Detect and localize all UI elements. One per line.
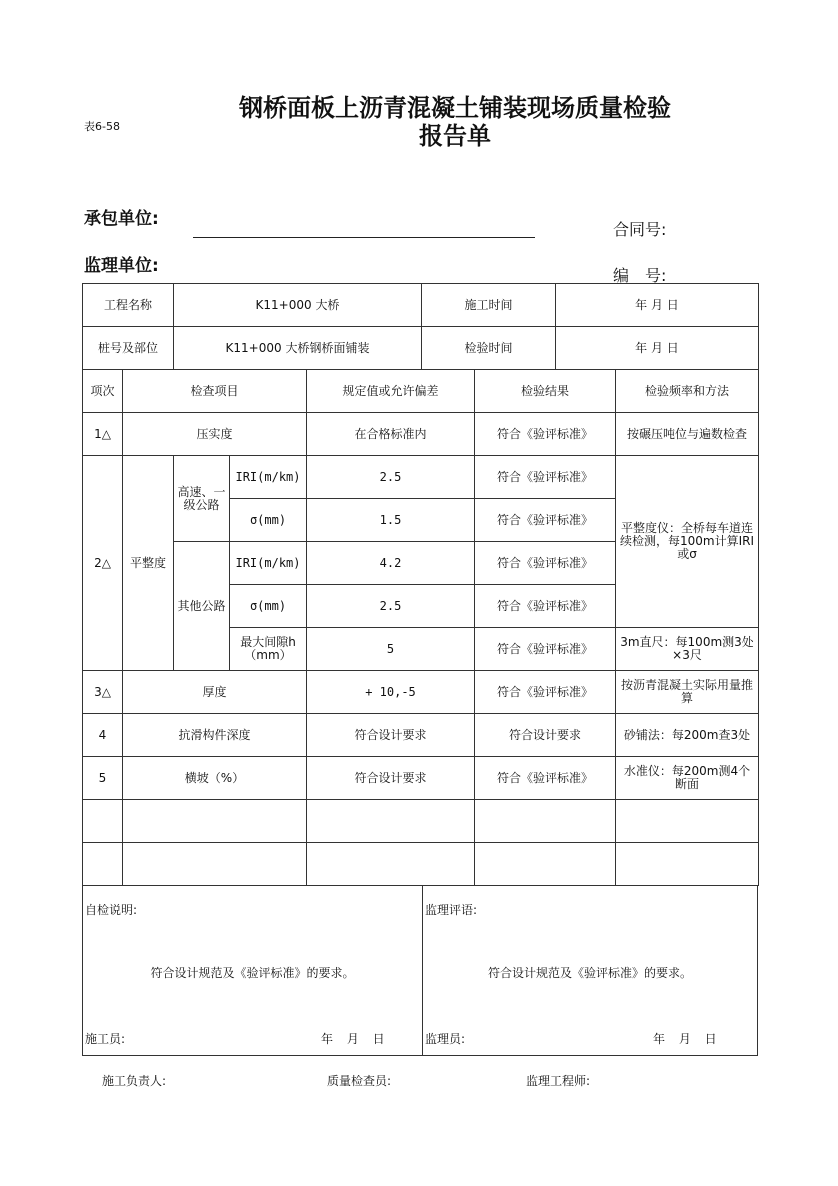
row-spec: 符合设计要求 — [307, 714, 475, 757]
project-name-value: K11+000 大桥 — [174, 284, 422, 327]
constructor-label: 施工员: — [85, 1032, 126, 1046]
inspection-time-label: 检验时间 — [422, 327, 556, 370]
title-line-1: 钢桥面板上沥青混凝土铺装现场质量检验 — [239, 93, 671, 122]
row-item: 压实度 — [123, 413, 307, 456]
info-row-1 — [83, 284, 759, 327]
row-item: 抗滑构件深度 — [123, 714, 307, 757]
constructor-date: 年 月 日 — [321, 1032, 385, 1046]
inspection-table — [82, 283, 759, 886]
row-result: 符合《验评标准》 — [475, 757, 616, 800]
row-item: 厚度 — [123, 671, 307, 714]
empty-row — [83, 800, 759, 843]
col-spec: 规定值或允许偏差 — [307, 370, 475, 413]
form-number: 表6-58 — [84, 120, 120, 133]
table-row — [83, 456, 759, 499]
row-result: 符合《验评标准》 — [475, 585, 616, 628]
table-row — [83, 413, 759, 456]
row-item: 平整度 — [123, 456, 174, 671]
row-result: 符合《验评标准》 — [475, 499, 616, 542]
row-method: 水准仪：每200m测4个断面 — [616, 757, 759, 800]
quality-inspector-label: 质量检查员: — [327, 1074, 392, 1088]
table-row — [83, 671, 759, 714]
row-no: 3△ — [83, 671, 123, 714]
self-check-panel — [83, 886, 423, 1055]
row-spec: 4.2 — [307, 542, 475, 585]
row-result: 符合设计要求 — [475, 714, 616, 757]
row-spec: 符合设计要求 — [307, 757, 475, 800]
info-row-2 — [83, 327, 759, 370]
group-highway: 高速、一级公路 — [174, 456, 230, 542]
col-check-item: 检查项目 — [123, 370, 307, 413]
col-item-no: 项次 — [83, 370, 123, 413]
table-row — [83, 714, 759, 757]
station-value: K11+000 大桥钢桥面铺装 — [174, 327, 422, 370]
empty-cell[interactable] — [123, 800, 307, 843]
construction-time-value: 年 月 日 — [556, 284, 759, 327]
empty-cell[interactable] — [616, 800, 759, 843]
row-result: 符合《验评标准》 — [475, 456, 616, 499]
supervision-text: 符合设计规范及《验评标准》的要求。 — [487, 966, 692, 980]
empty-row — [83, 843, 759, 886]
row-method: 平整度仪：全桥每车道连续检测，每100m计算IRI或σ — [616, 456, 759, 628]
self-check-label: 自检说明: — [85, 903, 138, 917]
serial-no-label: 编 号: — [613, 266, 667, 285]
row-spec: 在合格标准内 — [307, 413, 475, 456]
row-method: 砂铺法：每200m查3处 — [616, 714, 759, 757]
empty-cell[interactable] — [475, 843, 616, 886]
row-no: 5 — [83, 757, 123, 800]
sub-item-label: σ(mm) — [230, 585, 307, 628]
supervision-panel — [423, 886, 757, 1055]
station-label: 桩号及部位 — [83, 327, 174, 370]
row-no: 1△ — [83, 413, 123, 456]
contractor-underline — [193, 237, 535, 238]
empty-cell[interactable] — [83, 843, 123, 886]
row-spec: 2.5 — [307, 456, 475, 499]
supervisor-date: 年 月 日 — [653, 1032, 717, 1046]
row-no: 4 — [83, 714, 123, 757]
row-method: 按沥青混凝土实际用量推算 — [616, 671, 759, 714]
row-result: 符合《验评标准》 — [475, 413, 616, 456]
empty-cell[interactable] — [307, 843, 475, 886]
empty-cell[interactable] — [475, 800, 616, 843]
col-result: 检验结果 — [475, 370, 616, 413]
supervisor-label: 监理员: — [425, 1032, 466, 1046]
contract-no-label: 合同号: — [613, 220, 667, 239]
empty-cell[interactable] — [83, 800, 123, 843]
self-check-text: 符合设计规范及《验评标准》的要求。 — [150, 966, 355, 980]
row-method: 按碾压吨位与遍数检查 — [616, 413, 759, 456]
row-method: 3m直尺：每100m测3处×3尺 — [616, 628, 759, 671]
sub-item-label: 最大间隙h（mm） — [230, 628, 307, 671]
empty-cell[interactable] — [616, 843, 759, 886]
header-row — [83, 370, 759, 413]
contractor-label: 承包单位: — [84, 209, 159, 229]
title-line-2: 报告单 — [419, 121, 491, 150]
construction-time-label: 施工时间 — [422, 284, 556, 327]
row-no: 2△ — [83, 456, 123, 671]
row-spec: 2.5 — [307, 585, 475, 628]
table-row — [83, 757, 759, 800]
empty-cell[interactable] — [123, 843, 307, 886]
empty-cell[interactable] — [307, 800, 475, 843]
row-result: 符合《验评标准》 — [475, 542, 616, 585]
row-result: 符合《验评标准》 — [475, 671, 616, 714]
row-item: 横坡（%） — [123, 757, 307, 800]
col-method: 检验频率和方法 — [616, 370, 759, 413]
row-spec: + 10,-5 — [307, 671, 475, 714]
row-spec: 1.5 — [307, 499, 475, 542]
sub-item-label: IRI(m/km) — [230, 456, 307, 499]
supervision-label: 监理评语: — [425, 903, 478, 917]
inspection-time-value: 年 月 日 — [556, 327, 759, 370]
group-other: 其他公路 — [174, 542, 230, 671]
supervisor-unit-label: 监理单位: — [84, 256, 159, 276]
page-title — [150, 94, 760, 150]
construction-lead-label: 施工负责人: — [102, 1074, 167, 1088]
sub-item-label: IRI(m/km) — [230, 542, 307, 585]
row-result: 符合《验评标准》 — [475, 628, 616, 671]
project-name-label: 工程名称 — [83, 284, 174, 327]
supervising-engineer-label: 监理工程师: — [526, 1074, 591, 1088]
remarks-section — [82, 885, 758, 1056]
sub-item-label: σ(mm) — [230, 499, 307, 542]
row-spec: 5 — [307, 628, 475, 671]
